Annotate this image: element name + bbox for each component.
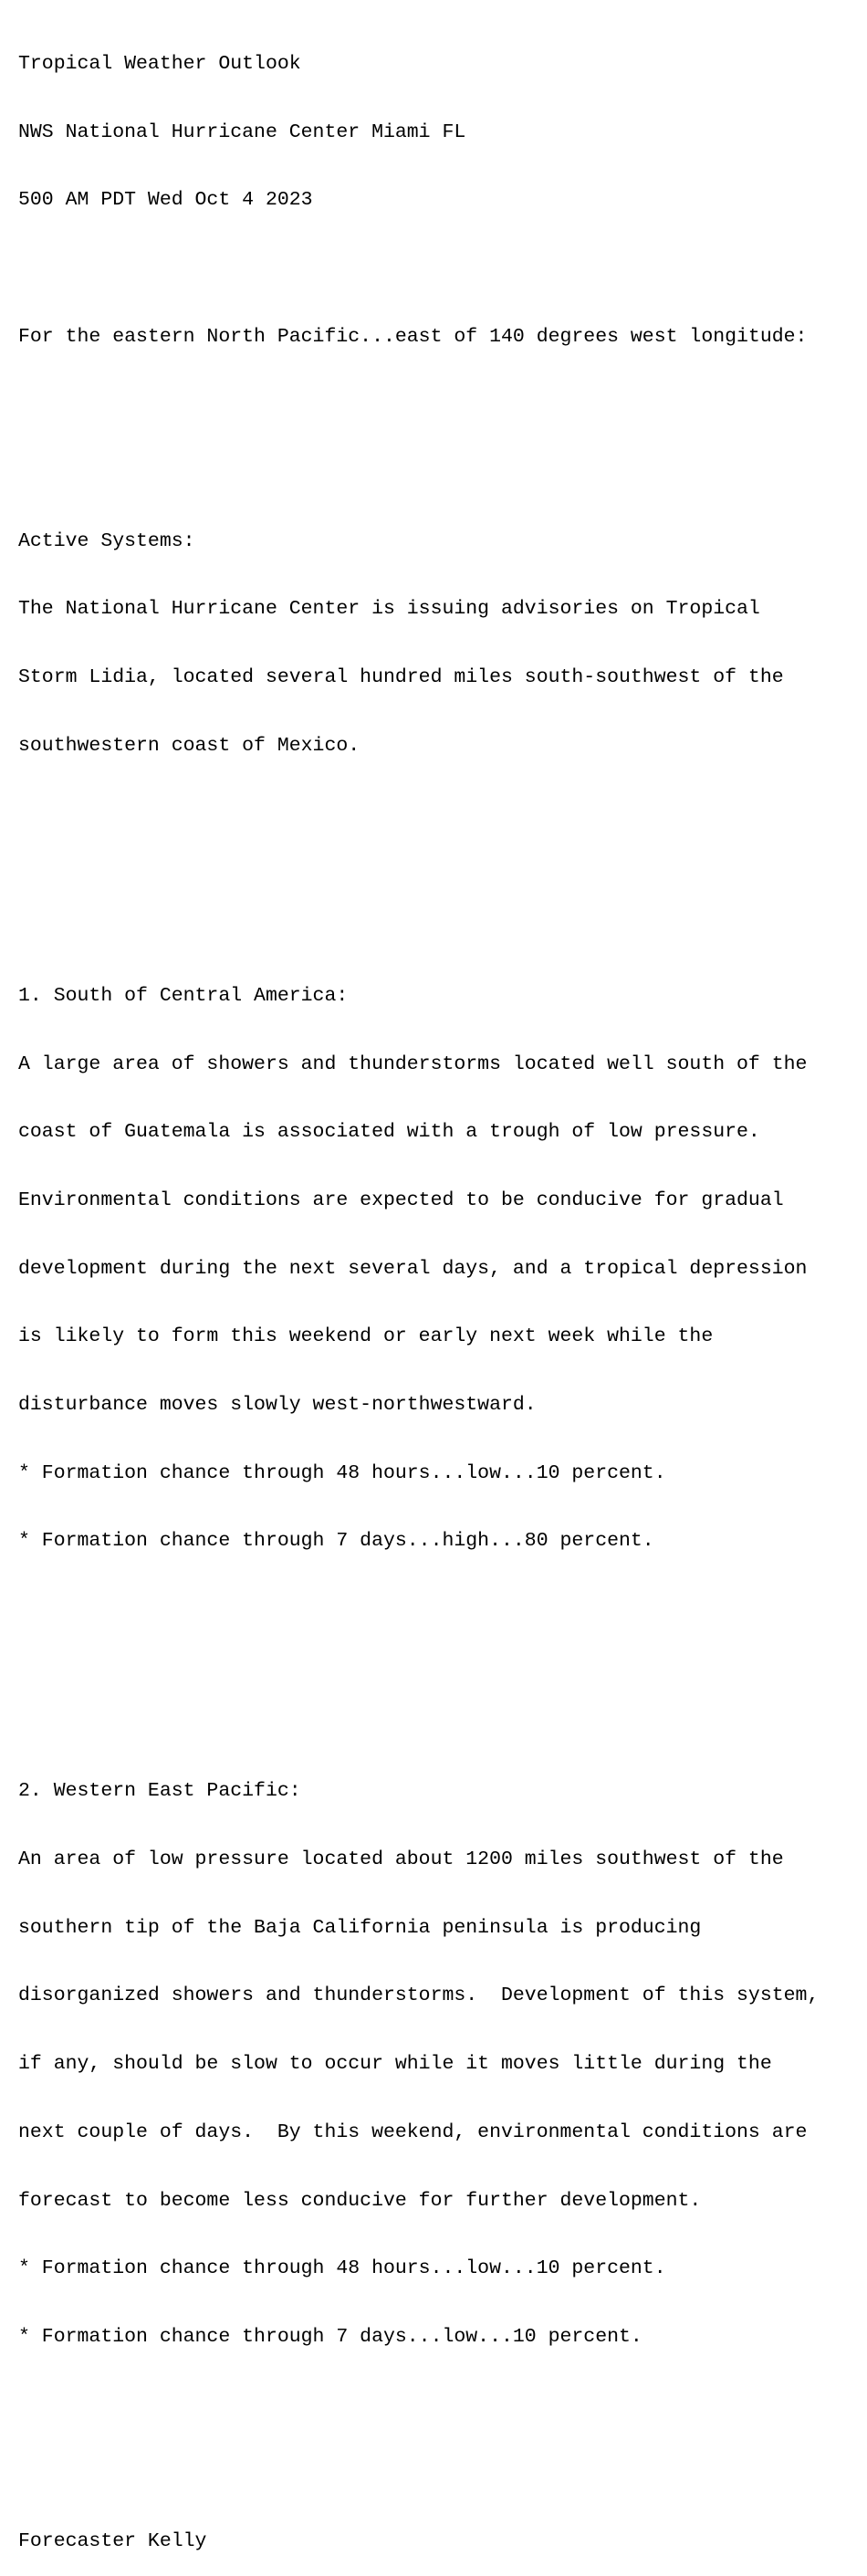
area-1-section — [18, 939, 867, 1598]
blank-line — [18, 257, 867, 280]
formation-chance-7d: * Formation chance through 7 days...high...80 percent. — [18, 1530, 654, 1553]
formation-chance-48h: * Formation chance through 48 hours...low...10 percent. — [18, 1461, 666, 1484]
area-text-line: next couple of days. By this weekend, environmental conditions are — [18, 2120, 808, 2143]
area-text-line: forecast to become less conducive for further development. — [18, 2189, 702, 2212]
area-heading: 1. South of Central America: — [18, 984, 349, 1007]
forecaster-signature: Forecaster Kelly — [18, 2530, 207, 2553]
area-text-line: disturbance moves slowly west-northwestward. — [18, 1394, 537, 1417]
area-text-line: development during the next several days, and a tropical depression — [18, 1257, 808, 1280]
formation-chance-7d: * Formation chance through 7 days...low...10 percent. — [18, 2325, 642, 2348]
blank-line — [18, 2440, 867, 2463]
blank-line — [18, 1644, 867, 1667]
area-text-line: is likely to form this weekend or early next week while the — [18, 1325, 714, 1348]
active-systems-heading: Active Systems: — [18, 529, 195, 552]
area-text-line: southern tip of the Baja California peninsula is producing — [18, 1916, 702, 1939]
area-text-line: A large area of showers and thunderstorms located well south of the — [18, 1052, 808, 1075]
area-text-line: if any, should be slow to occur while it moves little during the — [18, 2053, 772, 2076]
outlook-scope: For the eastern North Pacific...east of 140 degrees west longitude: — [18, 325, 808, 348]
outlook-title: Tropical Weather Outlook — [18, 52, 301, 75]
area-text-line: Environmental conditions are expected to be conducive for gradual — [18, 1189, 784, 1211]
area-text-line: disorganized showers and thunderstorms. Development of this system, — [18, 1984, 820, 2007]
active-systems-section — [18, 485, 867, 803]
issuing-office: NWS National Hurricane Center Miami FL — [18, 120, 466, 143]
active-systems-line: southwestern coast of Mexico. — [18, 734, 360, 757]
active-systems-line: Storm Lidia, located several hundred miles south-southwest of the — [18, 666, 784, 689]
area-2-section — [18, 1735, 867, 2394]
area-text-line: coast of Guatemala is associated with a trough of low pressure. — [18, 1121, 760, 1144]
issue-time: 500 AM PDT Wed Oct 4 2023 — [18, 189, 313, 212]
blank-line — [18, 393, 867, 416]
formation-chance-48h: * Formation chance through 48 hours...low...10 percent. — [18, 2257, 666, 2280]
blank-line — [18, 848, 867, 871]
area-heading: 2. Western East Pacific: — [18, 1780, 301, 1803]
active-systems-line: The National Hurricane Center is issuing advisories on Tropical — [18, 598, 760, 621]
area-text-line: An area of low pressure located about 1200 miles southwest of the — [18, 1848, 784, 1871]
